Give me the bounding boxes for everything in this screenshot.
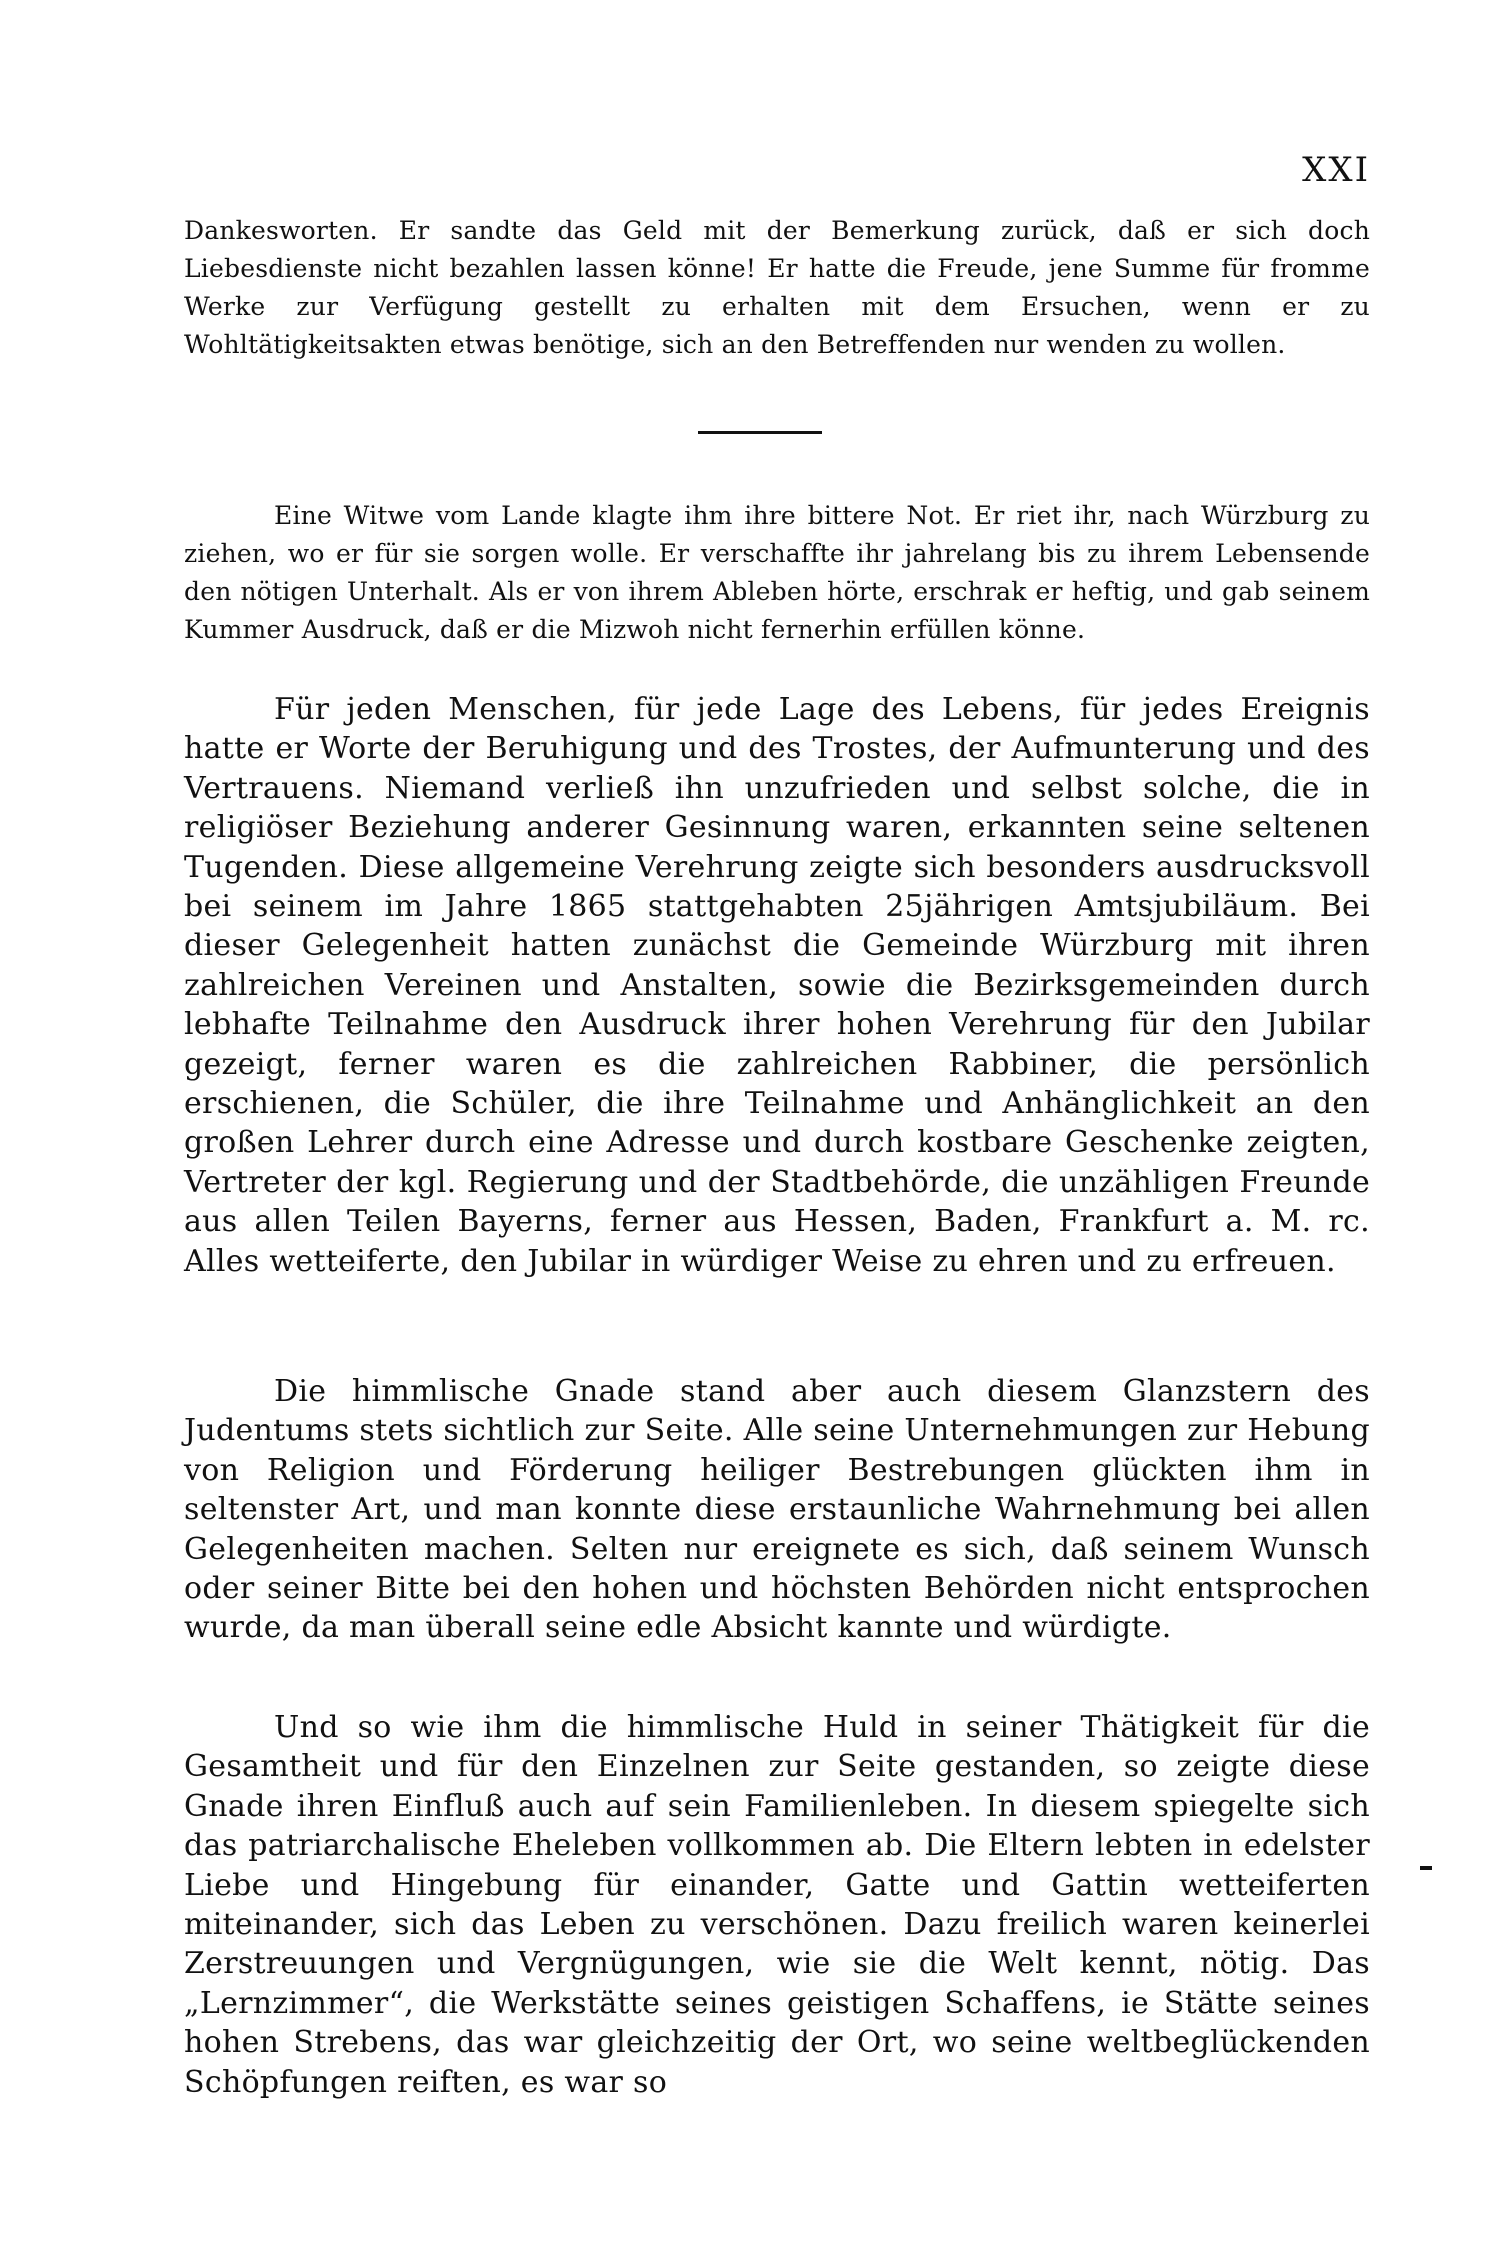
paragraph-widow: Eine Witwe vom Lande klagte ihm ihre bittere Not. Er riet ihr, nach Würzburg zu ziehen, wo er für sie sorgen wolle. Er verschaffte ihr jahrelang bis zu ihrem Lebensende den nötigen Unterhalt. Als er von ihrem Ableben hörte, erschrak er heftig, und gab seinem Kummer Ausdruck, daß er die Mizwoh nicht fernerhin erfüllen könne.: [184, 501, 1370, 644]
paragraph-block-1: [184, 212, 1370, 364]
paragraph-block-3: [184, 690, 1370, 1281]
paragraph-family-life: Und so wie ihm die himmlische Huld in seiner Thätigkeit für die Gesamtheit und für den Einzelnen zur Seite gestanden, so zeigte diese Gnade ihren Einfluß auch auf sein Familienleben. In diesem spiegelte sich das patriarchalische Eheleben vollkommen ab. Die Eltern lebten in edelster Liebe und Hingebung für einander, Gatte und Gattin wetteiferten miteinander, sich das Leben zu verschönen. Dazu freilich waren keinerlei Zerstreuungen und Vergnügungen, wie sie die Welt kennt, nötig. Das „Lernzimmer“, die Werkstätte seines geistigen Schaffens, ie Stätte seines hohen Strebens, das war gleichzeitig der Ort, wo seine weltbeglückenden Schöpfungen reiften, es war so: [184, 1710, 1370, 2100]
margin-mark: [1420, 1866, 1432, 1870]
paragraph-jubilee: Für jeden Menschen, für jede Lage des Lebens, für jedes Ereignis hatte er Worte der Beruhigung und des Trostes, der Aufmunterung und des Vertrauens. Niemand verließ ihn unzufrieden und selbst solche, die in religiöser Beziehung anderer Gesinnung waren, erkannten seine seltenen Tugenden. Diese allgemeine Verehrung zeigte sich besonders ausdrucksvoll bei seinem im Jahre 1865 stattgehabten 25jährigen Amtsjubiläum. Bei dieser Gelegenheit hatten zunächst die Gemeinde Würzburg mit ihren zahlreichen Vereinen und Anstalten, sowie die Bezirksgemeinden durch lebhafte Teilnahme den Ausdruck ihrer hohen Verehrung für den Jubilar gezeigt, ferner waren es die zahlreichen Rabbiner, die persönlich erschienen, die Schüler, die ihre Teilnahme und Anhänglichkeit an den großen Lehrer durch eine Adresse und durch kostbare Geschenke zeigten, Vertreter der kgl. Regierung und der Stadtbehörde, die unzähligen Freunde aus allen Teilen Bayerns, ferner aus Hessen, Baden, Frankfurt a. M. rc. Alles wetteiferte, den Jubilar in würdiger Weise zu ehren und zu erfreuen.: [184, 692, 1370, 1279]
paragraph-divine-grace: Die himmlische Gnade stand aber auch diesem Glanzstern des Judentums stets sichtlich zur Seite. Alle seine Unternehmungen zur Hebung von Religion und Förderung heiliger Bestrebungen glückten ihm in seltenster Art, und man konnte diese erstaunliche Wahrnehmung bei allen Gelegenheiten machen. Selten nur ereignete es sich, daß seinem Wunsch oder seiner Bitte bei den hohen und höchsten Behörden nicht entsprochen wurde, da man überall seine edle Absicht kannte und würdigte.: [184, 1374, 1370, 1646]
paragraph-block-4: [184, 1372, 1370, 1648]
paragraph-block-5: [184, 1708, 1370, 2102]
paragraph-continued: Dankesworten. Er sandte das Geld mit der Bemerkung zurück, daß er sich doch Liebesdienste nicht bezahlen lassen könne! Er hatte die Freude, jene Summe für fromme Werke zur Verfügung gestellt zu erhalten mit dem Ersuchen, wenn er zu Wohltätigkeitsakten etwas benötige, sich an den Betreffenden nur wenden zu wollen.: [184, 216, 1370, 359]
page-number: XXI: [1302, 150, 1370, 190]
section-divider: [698, 431, 822, 434]
paragraph-block-2: [184, 497, 1370, 649]
